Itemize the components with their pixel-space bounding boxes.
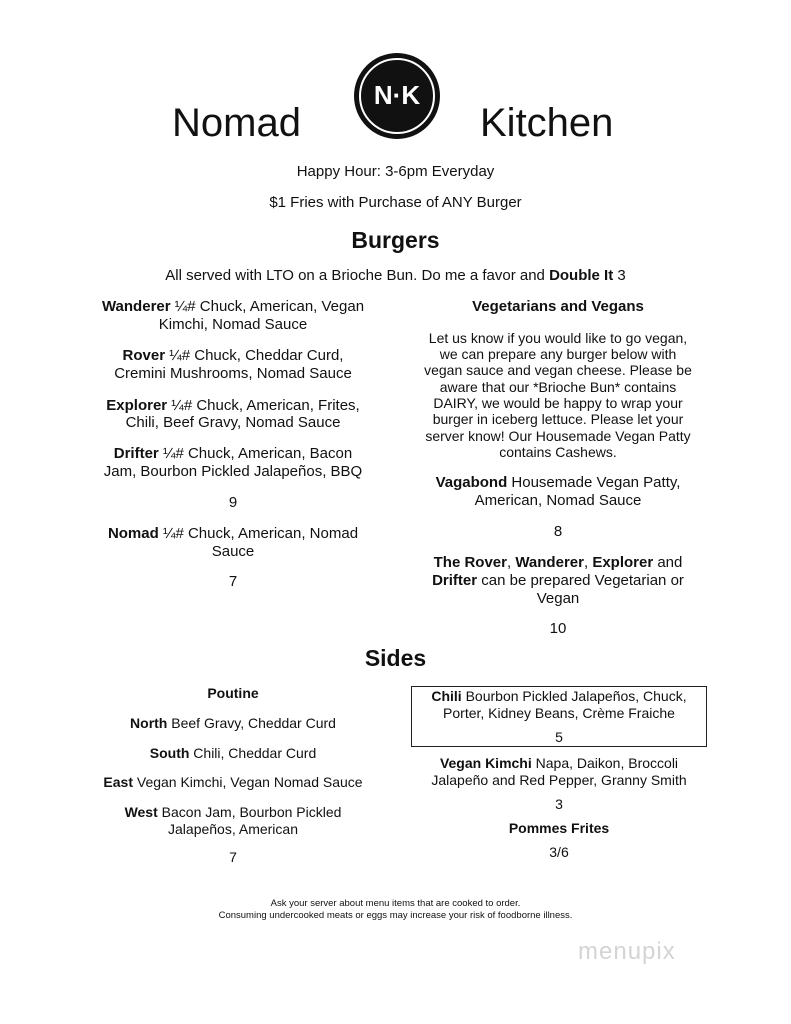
veg-note: DAIRY, we would be happy to wrap your — [433, 395, 683, 411]
veg-convert: Drifter can be prepared Vegetarian or — [432, 572, 684, 589]
price: 9 — [228, 494, 238, 511]
side-kimchi: Vegan Kimchi Napa, Daikon, Broccoli — [439, 755, 679, 771]
veg-note: contains Cashews. — [499, 444, 617, 460]
veg-note: aware that our *Brioche Bun* contains — [439, 379, 677, 395]
burger-vagabond: Vagabond Housemade Vegan Patty, — [435, 474, 681, 491]
side-frites: Pommes Frites — [508, 820, 610, 836]
burger-desc: Chili, Beef Gravy, Nomad Sauce — [125, 414, 341, 431]
side-chili: Chili Bourbon Pickled Jalapeños, Chuck, — [431, 688, 687, 704]
nk-logo: N·K — [354, 53, 440, 139]
burgers-intro: All served with LTO on a Brioche Bun. Do me a favor and Double It 3 — [165, 267, 626, 284]
price: 7 — [229, 849, 237, 865]
veg-note: we can prepare any burger below with — [439, 346, 677, 362]
veg-convert: Vegan — [536, 590, 580, 607]
price: 3/6 — [549, 844, 569, 860]
burger-drifter: Drifter ¼# Chuck, American, Bacon — [113, 445, 353, 462]
price: 8 — [553, 523, 563, 540]
title-kitchen: Kitchen — [480, 101, 614, 145]
burger-desc: American, Nomad Sauce — [474, 492, 642, 509]
veg-note: Let us know if you would like to go vegan, — [428, 330, 688, 346]
footer-warning: Consuming undercooked meats or eggs may increase your risk of foodborne illness. — [218, 910, 573, 921]
burger-wanderer: Wanderer ¼# Chuck, American, Vegan — [101, 298, 365, 315]
price: 5 — [555, 729, 563, 745]
burger-desc: Cremini Mushrooms, Nomad Sauce — [114, 365, 352, 382]
poutine-west: West Bacon Jam, Bourbon Pickled — [124, 804, 342, 820]
burger-desc: Jam, Bourbon Pickled Jalapeños, BBQ — [103, 463, 363, 480]
veg-note: vegan sauce and vegan cheese. Please be — [424, 362, 692, 378]
poutine-heading: Poutine — [207, 685, 259, 701]
side-desc: Porter, Kidney Beans, Crème Fraiche — [443, 705, 675, 721]
fries-deal: $1 Fries with Purchase of ANY Burger — [269, 194, 522, 211]
veg-note: server know! Our Housemade Vegan Patty — [425, 428, 691, 444]
poutine-east: East Vegan Kimchi, Vegan Nomad Sauce — [103, 774, 363, 790]
veg-note: burger in iceberg lettuce. Please let your — [432, 411, 684, 427]
footer-note: Ask your server about menu items that are cooked to order. — [270, 898, 521, 909]
title-nomad: Nomad — [172, 101, 301, 145]
happy-hour: Happy Hour: 3-6pm Everyday — [296, 163, 495, 180]
menupix-watermark: menupix — [578, 938, 676, 965]
burgers-heading: Burgers — [351, 227, 440, 253]
price: 7 — [228, 573, 238, 590]
price: 3 — [555, 796, 563, 812]
sides-heading: Sides — [364, 645, 427, 671]
poutine-south: South Chili, Cheddar Curd — [149, 745, 317, 761]
burger-explorer: Explorer ¼# Chuck, American, Frites, — [106, 397, 360, 414]
burger-rover: Rover ¼# Chuck, Cheddar Curd, — [122, 347, 344, 364]
veg-heading: Vegetarians and Vegans — [472, 298, 644, 315]
veg-convert: The Rover, Wanderer, Explorer and — [433, 554, 683, 571]
burger-nomad: Nomad ¼# Chuck, American, Nomad — [107, 525, 359, 542]
side-desc: Jalapeño and Red Pepper, Granny Smith — [431, 772, 687, 788]
burger-desc: Kimchi, Nomad Sauce — [158, 316, 308, 333]
poutine-desc: Jalapeños, American — [168, 821, 298, 837]
price: 10 — [549, 620, 567, 637]
burger-desc: Sauce — [211, 543, 255, 560]
poutine-north: North Beef Gravy, Cheddar Curd — [130, 715, 336, 731]
